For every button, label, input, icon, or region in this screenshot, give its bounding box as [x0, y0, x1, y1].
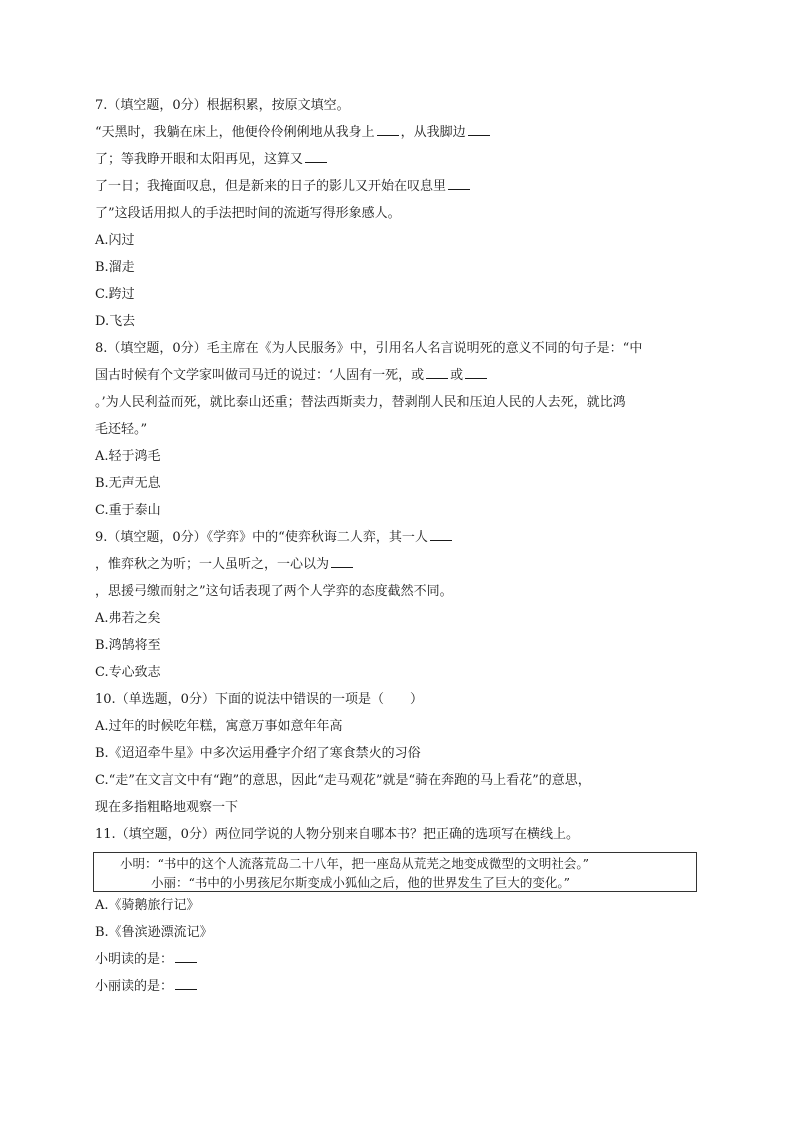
q7-option-a: A.闪过	[95, 233, 135, 248]
q11-quote-box	[93, 852, 697, 892]
q7-option-d: D.飞去	[95, 314, 136, 329]
q7-header: 7.（填空题，0分）根据积累，按原文填空。	[95, 98, 350, 113]
q7-line-3	[95, 173, 705, 200]
q8-line-2: 。’为人民利益而死，就比泰山还重；替法西斯卖力，替剥削人民和压迫人民的人去死，就比鸿	[95, 395, 626, 410]
q11-header: 11.（填空题，0分）两位同学说的人物分别来自哪本书？把正确的选项写在横线上。	[95, 827, 579, 842]
q9-header	[95, 524, 705, 551]
q11-answer-xiaoli-label: 小丽读的是：	[95, 979, 174, 994]
q9-option-c: C.专心致志	[95, 665, 161, 680]
q9-blank-1[interactable]	[430, 525, 452, 541]
q9-blank-2[interactable]	[331, 552, 353, 568]
q11-blank-1[interactable]	[175, 947, 197, 963]
q9-line-2: ，思援弓缴而射之”这句话表现了两个人学弈的态度截然不同。	[95, 584, 453, 599]
q7-blank-3[interactable]	[305, 147, 327, 163]
q10-header: 10.（单选题，0分）下面的说法中错误的一项是（ ）	[95, 692, 423, 707]
q9-option-a: A.弗若之矣	[95, 611, 161, 626]
q7-option-c: C.跨过	[95, 287, 135, 302]
q7-line-1	[95, 119, 705, 146]
worksheet	[95, 92, 705, 1000]
q10-option-c-cont: 现在多指粗略地观察一下	[95, 800, 239, 815]
q9-option-b: B.鸿鹄将至	[95, 638, 161, 653]
q11-quote-xiaoli: 小丽：“书中的小男孩尼尔斯变成小狐仙之后，他的世界发生了巨大的变化。”	[151, 875, 571, 890]
q11-option-a: A.《骑鹅旅行记》	[95, 898, 200, 913]
q11-blank-2[interactable]	[175, 974, 197, 990]
q11-option-b: B.《鲁滨逊漂流记》	[95, 925, 213, 940]
q7-blank-2[interactable]	[468, 120, 490, 136]
q7-blank-1[interactable]	[377, 120, 399, 136]
q8-line-3: 毛还轻。”	[95, 422, 148, 437]
q10-option-c: C.“走”在文言文中有“跑”的意思，因此“走马观花”就是“骑在奔跑的马上看花”的意思，	[95, 773, 591, 788]
q8-blank-1[interactable]	[426, 363, 448, 379]
q7-text-1b: ，从我脚边	[400, 125, 466, 140]
q9-text-1: ，惟弈秋之为听；一人虽听之，一心以为	[95, 557, 330, 572]
q8-option-a: A.轻于鸿毛	[95, 449, 161, 464]
q7-text-2: 了；等我睁开眼和太阳再见，这算又	[95, 152, 304, 167]
q11-answer-xiaoming	[95, 946, 705, 973]
q10-option-b: B.《迢迢牵牛星》中多次运用叠字介绍了寒食禁火的习俗	[95, 746, 421, 761]
q7-line-4: 了”这段话用拟人的手法把时间的流逝写得形象感人。	[95, 206, 401, 221]
q8-text-1a: 国古时候有个文学家叫做司马迁的说过：‘人固有一死，或	[95, 368, 425, 383]
q7-option-b: B.溜走	[95, 260, 135, 275]
q7-text-1a: “天黑时，我躺在床上，他便伶伶俐俐地从我身上	[95, 125, 375, 140]
q8-option-b: B.无声无息	[95, 476, 161, 491]
q11-answer-xiaoming-label: 小明读的是：	[95, 952, 174, 967]
q11-quote-xiaoming: 小明：“书中的这个人流落荒岛二十八年，把一座岛从荒芜之地变成微型的文明社会。”	[120, 856, 590, 871]
q11-answer-xiaoli	[95, 973, 705, 1000]
q8-option-c: C.重于泰山	[95, 503, 161, 518]
q8-blank-2[interactable]	[465, 363, 487, 379]
q10-option-a: A.过年的时候吃年糕，寓意万事如意年年高	[95, 719, 343, 734]
q7-text-3: 了一日；我掩面叹息，但是新来的日子的影儿又开始在叹息里	[95, 179, 447, 194]
q7-line-2	[95, 146, 705, 173]
q9-header-text: 9.（填空题，0分）《学弈》中的“使弈秋诲二人弈，其一人	[95, 530, 428, 545]
q8-text-1b: 或	[450, 368, 464, 383]
q7-blank-4[interactable]	[448, 174, 470, 190]
q8-header: 8.（填空题，0分）毛主席在《为人民服务》中，引用名人名言说明死的意义不同的句子是：“中	[95, 341, 643, 356]
q8-line-1	[95, 362, 705, 389]
q9-line-1	[95, 551, 705, 578]
